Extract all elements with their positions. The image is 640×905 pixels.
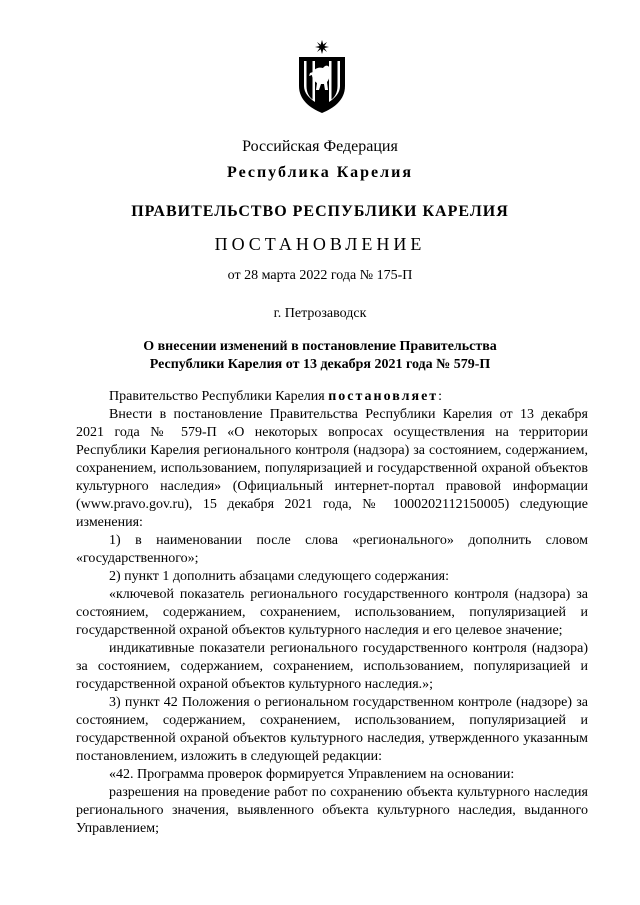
- intro-verb: постановляет: [328, 389, 439, 404]
- paragraph-6: 3) пункт 42 Положения о региональном государственном контроле (надзоре) за состоянием, содержанием, сохранением, использованием, популяризацией и государственной охраной объектов культурного наследия, утвержденного указанным постановлением, изложить в следующей редакции:: [76, 695, 588, 764]
- government-heading: ПРАВИТЕЛЬСТВО РЕСПУБЛИКИ КАРЕЛИЯ: [131, 203, 509, 220]
- karelia-coat-of-arms-icon: [296, 40, 348, 114]
- date-number: от 28 марта 2022 года № 175-П: [227, 268, 413, 283]
- intro-paragraph: [76, 388, 588, 406]
- paragraph-1: Внести в постановление Правительства Республики Карелия от 13 декабря 2021 года № 579-П «О некоторых вопросах осуществления на территории Республики Карелия регионального контроля (надзора) за состоянием, содержанием, сохранением, использованием, популяризацией и государственной охраной объектов культурного наследия» (Официальный интернет-портал правовой информации (www.pravo.gov.ru), 15 декабря 2021 года, № 1000202112150005) следующие изменения:: [76, 407, 588, 530]
- title-line-2: Республики Карелия от 13 декабря 2021 года № 579-П: [149, 357, 491, 372]
- document-title: [0, 338, 640, 374]
- paragraph-4: «ключевой показатель регионального государственного контроля (надзора) за состоянием, содержанием, сохранением, использованием, популяризацией и государственной охраной объектов культурного наследия и его целевое значение;: [76, 587, 588, 638]
- federation-heading: Российская Федерация: [242, 138, 398, 155]
- paragraph-5: индикативные показатели регионального государственного контроля (надзора) за состоянием, содержанием, сохранением, использованием, популяризацией и государственной охраной объектов культурного наследия.»;: [76, 641, 588, 692]
- intro-prefix: Правительство Республики Карелия: [109, 389, 329, 404]
- paragraph-7: «42. Программа проверок формируется Управлением на основании:: [109, 767, 515, 782]
- paragraph-2: 1) в наименовании после слова «регионального» дополнить словом «государственного»;: [76, 533, 588, 566]
- republic-heading: Республика Карелия: [227, 164, 413, 181]
- document-type: ПОСТАНОВЛЕНИЕ: [214, 234, 426, 254]
- title-line-1: О внесении изменений в постановление Правительства: [143, 339, 497, 354]
- document-body: [76, 388, 588, 838]
- paragraph-8: разрешения на проведение работ по сохранению объекта культурного наследия регионального значения, выявленного объекта культурного наследия, выданного Управлением;: [76, 785, 588, 836]
- paragraph-3: 2) пункт 1 дополнить абзацами следующего содержания:: [109, 569, 449, 584]
- city: г. Петрозаводск: [273, 306, 367, 321]
- intro-suffix: :: [438, 389, 443, 404]
